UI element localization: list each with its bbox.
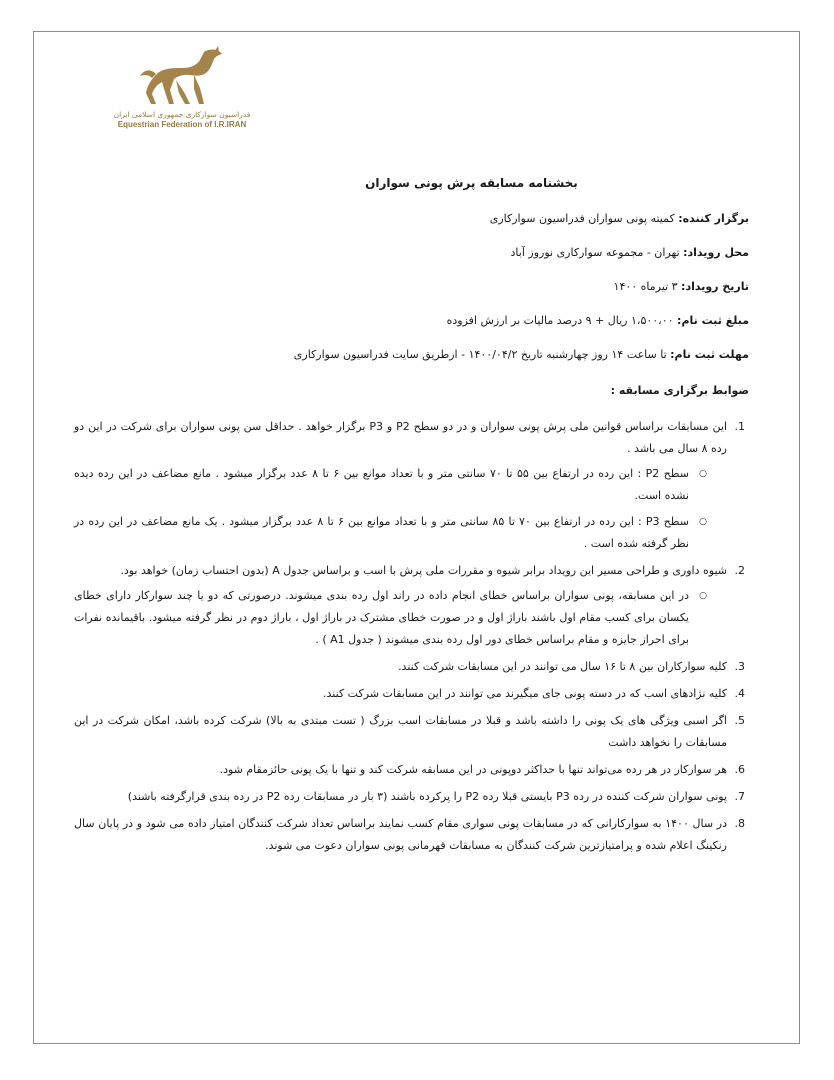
date-line [74,270,749,304]
date-value: ۳ تیرماه ۱۴۰۰ [613,280,678,293]
rule-subitem: ○ در این مسابقه، پونی سواران براساس خطای انجام داده در راند اول رده بندی میشوند. درصورتی که دو یا چند سوارکار دارای خطای یکسان برای کسب مقام اول باشند باراژ اول و در صورت خطای مشترک در باراژ اول ، باراژ دوم در نظر گرفته میشود. باقیمانده نفرات برای احراز جایزه و مقام براساس خطای دور اول رده بندی میشوند ( جدول A1 ) . [74,585,703,651]
document-body [74,172,749,862]
rule-item [74,416,731,555]
rule-item: 6. هر سوارکار در هر رده می‌تواند تنها با حداکثر دوپونی در این مسابقه شرکت کند و تنها با یک پونی حائزمقام شود. [74,759,731,781]
venue-line [74,236,749,270]
deadline-line [74,338,749,372]
deadline-value: تا ساعت ۱۴ روز چهارشنبه تاریخ ۱۴۰۰/۰۴/۲ - ازطریق سایت فدراسیون سوارکاری [293,348,667,361]
logo-org-name-fa: فدراسیون سوارکاری جمهوری اسلامی ایران [113,110,251,119]
rule-item: 7. پونی سواران شرکت کننده در رده P3 بایستی قبلا رده P2 را پرکرده باشند (۳ بار در مسابقات رده P2 در رده بندی قرارگرفته باشند) [74,786,731,808]
federation-logo [96,46,268,129]
date-label: تاریخ رویداد: [681,280,749,293]
organizer-value: کمیته پونی سواران فدراسیون سوارکاری [489,212,675,225]
venue-label: محل رویداد: [683,246,749,259]
rule-item: 5. اگر اسبی ویژگی های یک پونی را داشته باشد و قبلا در مسابقات اسب بزرگ ( تست مبتدی به بالا) شرکت کرده باشد، امکان شرکت در این مسابقات را نخواهد داشت [74,710,731,754]
event-info [74,202,749,372]
rule-item [74,560,731,651]
rule-subitem: ○ سطح P3 : این رده در ارتفاع بین ۷۰ تا ۸۵ سانتی متر و با تعداد موانع بین ۶ تا ۸ عدد برگزار میشود . یک مانع مضاعف در این رده در نظر گرفته شده است . [74,511,703,555]
rule-item: 3. کلیه سوارکاران بین ۸ تا ۱۶ سال می توانند در این مسابقات شرکت کنند. [74,656,731,678]
fee-line [74,304,749,338]
document-title: بخشنامه مسابقه پرش پونی سواران [365,176,578,190]
deadline-label: مهلت ثبت نام: [670,348,749,361]
rule-text: این مسابقات براساس قوانین ملی پرش پونی سواران و در دو سطح P2 و P3 برگزار خواهد . حداقل سن پونی سواران برای شرکت در این دو رده ۸ سال می باشد . [74,420,727,455]
rule-subitem: ○ سطح P2 : این رده در ارتفاع بین ۵۵ تا ۷۰ سانتی متر و با تعداد موانع بین ۶ تا ۸ عدد برگزار میشود . مانع مضاعف در این رده دیده نشده است. [74,463,703,507]
fee-value: ۱،۵۰۰،۰۰ ریال + ۹ درصد مالیات بر ارزش افزوده [446,314,674,327]
document-page [33,31,800,1044]
rules-list [74,416,749,857]
rule-item: 8. در سال ۱۴۰۰ به سوارکارانی که در مسابقات پونی سواری مقام کسب نمایند براساس تعداد شرکت کنندگان امتیاز داده می شود و در پایان سال رنکینگ اعلام شده و پرامتیازترین شرکت کنندگان به مسابقات قهرمانی پونی سواران دعوت می شوند. [74,813,731,857]
rule-item: 4. کلیه نژادهای اسب که در دسته پونی جای میگیرند می توانند در این مسابقات شرکت کنند. [74,683,731,705]
fee-label: مبلغ ثبت نام: [677,314,749,327]
horse-logo-icon [134,46,230,108]
organizer-line [74,202,749,236]
rule-text: شیوه داوری و طراحی مسیر این رویداد برابر شیوه و مقررات ملی پرش با اسب و براساس جدول A (بدون احتساب زمان) خواهد بود. [120,564,727,577]
rule-sublist [74,463,727,555]
organizer-label: برگزار کننده: [678,212,749,225]
rule-sublist [74,585,727,651]
venue-value: تهران - مجموعه سوارکاری نوروز آباد [510,246,680,259]
logo-org-name-en: Equestrian Federation of I.R.IRAN [117,120,247,129]
rules-heading: ضوابط برگزاری مسابقه : [610,384,749,397]
